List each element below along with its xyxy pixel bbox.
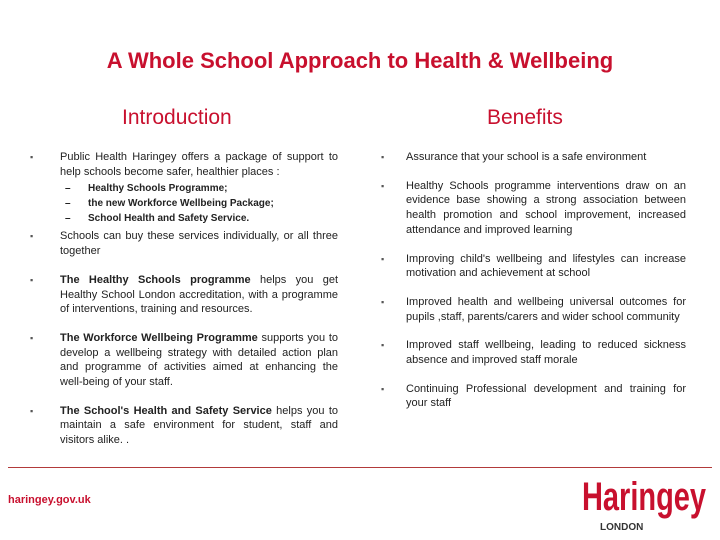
sub-item: – the new Workforce Wellbeing Package;	[65, 198, 274, 210]
benefit-row	[381, 382, 686, 411]
benefit-row	[381, 179, 686, 238]
sub-item-list	[65, 181, 338, 226]
benefit-item: Improved health and wellbeing universal outcomes for pupils ,staff, parents/carers and wider school community	[406, 295, 686, 323]
benefit-item: Assurance that your school is a safe environment	[406, 151, 647, 163]
introduction-heading: Introduction	[122, 106, 232, 129]
benefit-item: Healthy Schools programme interventions draw on an evidence base showing a strong association between health promotion and school improvement, increased attendance and improved learning	[406, 179, 686, 236]
bullet: ▪	[30, 405, 34, 416]
health-safety-paragraph: The School's Health and Safety Service helps you to maintain a safe environment for student, staff and visitors alike. .	[60, 404, 339, 447]
bullet: ▪	[381, 296, 385, 307]
healthy-schools-paragraph: The Healthy Schools programme helps you get Healthy School London accreditation, with a programme of interventions, training and resources.	[60, 273, 338, 316]
intro-item	[30, 331, 338, 390]
bullet: ▪	[381, 253, 385, 264]
benefit-item: Continuing Professional development and training for your staff	[406, 382, 686, 410]
benefit-item: Improving child's wellbeing and lifestyles can increase motivation and achievement at school	[406, 252, 686, 280]
benefit-row	[381, 295, 686, 324]
bullet: ▪	[30, 231, 34, 242]
bullet: ▪	[381, 383, 385, 394]
footer-divider	[8, 467, 712, 468]
intro-item	[30, 273, 338, 317]
benefit-item: Improved staff wellbeing, leading to reduced sickness absence and improved staff morale	[406, 339, 686, 367]
bullet: ▪	[381, 340, 385, 351]
workforce-wellbeing-paragraph: The Workforce Wellbeing Programme supports you to develop a wellbeing strategy with detailed action plan and programme of activities aimed at enhancing the well-being of your staff.	[60, 331, 338, 389]
benefit-row	[381, 150, 686, 165]
intro-item	[30, 150, 338, 179]
bullet: ▪	[30, 332, 34, 343]
intro-paragraph: Schools can buy these services individually, or all three together	[60, 230, 338, 258]
introduction-column	[30, 150, 338, 448]
bullet: ▪	[381, 152, 385, 162]
svg-text:LONDON: LONDON	[600, 522, 644, 533]
benefits-column	[381, 150, 686, 411]
benefit-row	[381, 252, 686, 281]
bullet: ▪	[30, 152, 34, 162]
intro-paragraph: Public Health Haringey offers a package of support to help schools become safer, healthier places :	[60, 151, 338, 178]
haringey-logo	[580, 470, 710, 540]
sub-item: – School Health and Safety Service.	[65, 213, 250, 225]
benefits-heading: Benefits	[487, 106, 563, 129]
intro-item	[30, 404, 338, 448]
intro-item	[30, 229, 338, 258]
slide-title: A Whole School Approach to Health & Wellbeing	[106, 48, 614, 73]
footer-url-link[interactable]: haringey.gov.uk	[8, 494, 91, 506]
benefit-row	[381, 338, 686, 367]
sub-item: – Healthy Schools Programme;	[65, 183, 228, 195]
bullet: ▪	[30, 274, 34, 285]
bullet: ▪	[381, 180, 385, 191]
svg-text:Haringey: Haringey	[582, 475, 707, 519]
